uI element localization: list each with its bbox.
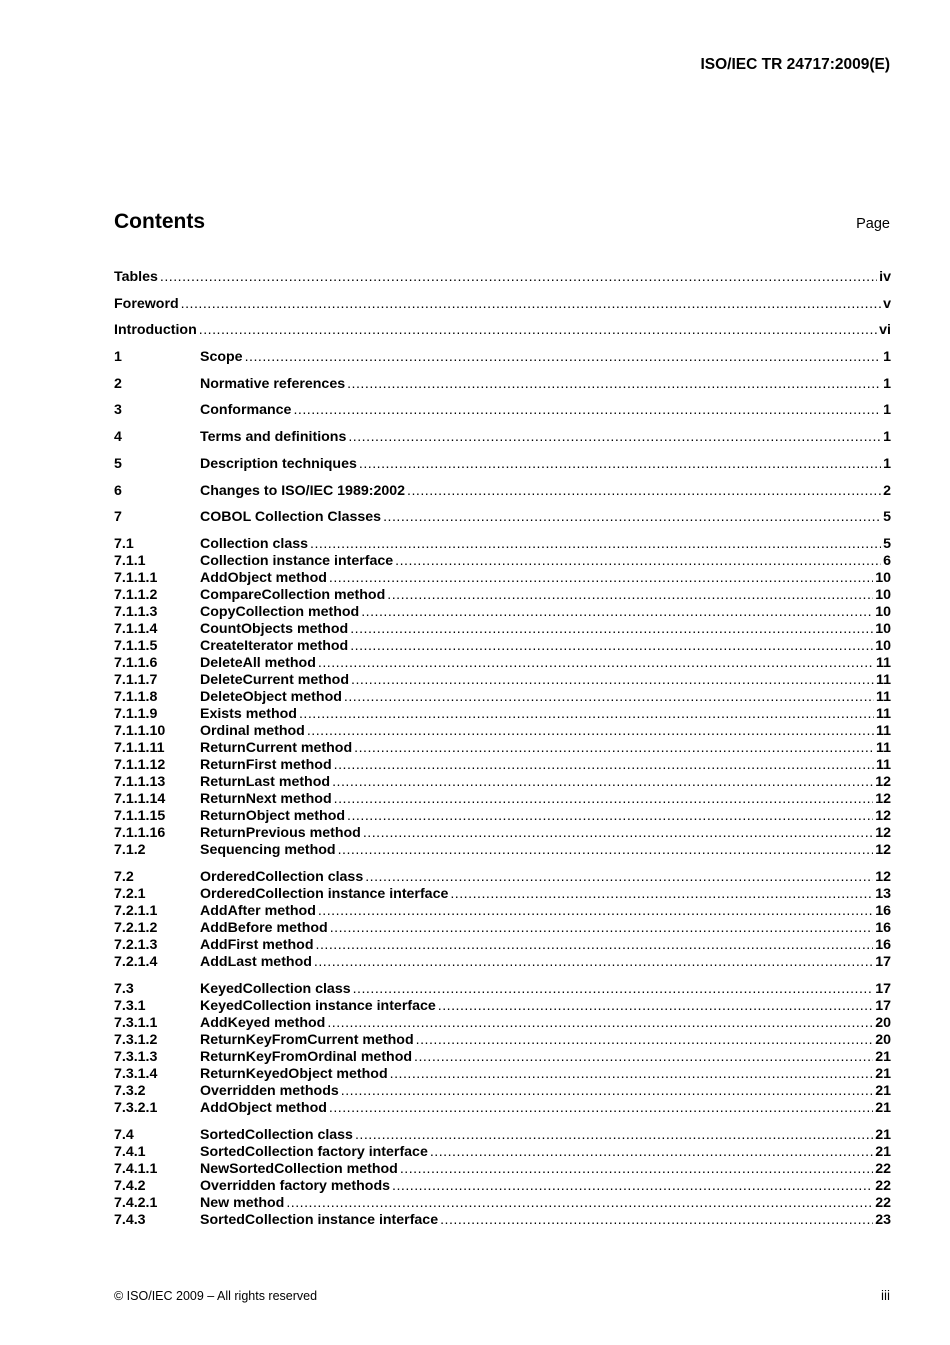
toc-entry-page: 11 — [876, 671, 891, 688]
toc-entry-title: CreateIterator method — [200, 637, 349, 654]
toc-entry-page: 21 — [875, 1048, 891, 1065]
toc-entry-number: 7.3.2.1 — [114, 1099, 158, 1116]
dot-leader — [355, 1127, 873, 1144]
dot-leader — [350, 621, 873, 638]
toc-entry[interactable] — [114, 1144, 891, 1161]
toc-entry-page: 5 — [883, 535, 891, 552]
toc-entry[interactable] — [114, 937, 891, 954]
dot-leader — [414, 1049, 873, 1066]
toc-entry[interactable] — [114, 886, 891, 903]
toc-entry-page: 12 — [875, 824, 891, 841]
toc-entry-title: ReturnObject method — [200, 807, 346, 824]
toc-entry-page: 11 — [876, 756, 891, 773]
toc-entry-number: 7.1.1.3 — [114, 603, 158, 620]
toc-entry-page: iv — [879, 269, 891, 285]
toc-entry-page: 13 — [875, 885, 891, 902]
toc-entry-page: 1 — [883, 375, 891, 392]
toc-entry-page: 10 — [875, 637, 891, 654]
dot-leader — [318, 903, 873, 920]
toc-entry-number: 7.4.1 — [114, 1143, 146, 1160]
toc-entry-number: 7.3 — [114, 980, 134, 997]
toc-entry-number: 7.2.1.2 — [114, 919, 158, 936]
dot-leader — [181, 296, 881, 313]
dot-leader — [330, 920, 874, 937]
toc-entry-title: AddObject method — [200, 1099, 327, 1116]
toc-entry-title: CompareCollection method — [200, 586, 386, 603]
toc-entry-title: OrderedCollection class — [200, 868, 364, 885]
toc-entry-title: ReturnKeyFromOrdinal method — [200, 1048, 413, 1065]
toc-entry[interactable] — [114, 1015, 891, 1032]
copyright-notice: © ISO/IEC 2009 – All rights reserved — [114, 1289, 318, 1303]
dot-leader — [316, 937, 874, 954]
page-number: iii — [881, 1288, 890, 1303]
dot-leader — [416, 1032, 874, 1049]
toc-entry-page: 5 — [883, 509, 891, 526]
dot-leader — [400, 1161, 873, 1178]
toc-entry-page: 6 — [883, 552, 891, 569]
toc-entry-page: 11 — [876, 722, 891, 739]
toc-entry-number: 4 — [114, 429, 122, 446]
toc-entry-page: 22 — [875, 1177, 891, 1194]
toc-entry[interactable] — [114, 296, 891, 323]
toc-entry-page: 16 — [875, 919, 891, 936]
toc-entry-number: 7.3.1.1 — [114, 1014, 158, 1031]
toc-entry-title: CopyCollection method — [200, 603, 360, 620]
toc-entry[interactable] — [114, 869, 891, 886]
dot-leader — [347, 376, 881, 393]
toc-entry-page: 12 — [875, 807, 891, 824]
toc-entry-number: 7.2.1.3 — [114, 936, 158, 953]
toc-entry[interactable] — [114, 483, 891, 510]
dot-leader — [329, 570, 873, 587]
dot-leader — [387, 587, 873, 604]
toc-entry[interactable] — [114, 1178, 891, 1195]
table-of-contents — [114, 269, 891, 1229]
dot-leader — [307, 723, 874, 740]
toc-entry-number: 7.2.1.4 — [114, 953, 158, 970]
toc-entry-number: 7.2.1.1 — [114, 902, 158, 919]
toc-entry[interactable] — [114, 706, 891, 723]
toc-entry[interactable] — [114, 536, 891, 553]
toc-entry[interactable] — [114, 553, 891, 570]
toc-entry-number: 7.3.2 — [114, 1082, 146, 1099]
toc-entry-title: AddKeyed method — [200, 1014, 326, 1031]
toc-entry-page: 1 — [883, 349, 891, 366]
toc-entry[interactable] — [114, 1161, 891, 1178]
dot-leader — [199, 322, 877, 339]
dot-leader — [347, 808, 873, 825]
toc-entry-title: Collection instance interface — [200, 552, 394, 569]
toc-entry[interactable] — [114, 1195, 891, 1212]
toc-entry-number: 7.3.1.3 — [114, 1048, 158, 1065]
toc-entry-page: 11 — [876, 654, 891, 671]
toc-entry-number: 7.3.1 — [114, 997, 146, 1014]
dot-leader — [392, 1178, 873, 1195]
toc-entry-title: Ordinal method — [200, 722, 305, 739]
dot-leader — [334, 791, 874, 808]
dot-leader — [314, 954, 873, 971]
toc-entry[interactable] — [114, 621, 891, 638]
toc-entry-title: Overridden methods — [200, 1082, 339, 1099]
toc-entry-title: Description techniques — [200, 455, 357, 472]
toc-entry-number: 7.1.1.4 — [114, 620, 158, 637]
dot-leader — [390, 1066, 874, 1083]
toc-entry-title: ReturnKeyedObject method — [200, 1065, 388, 1082]
toc-entry-page: 12 — [875, 841, 891, 858]
toc-entry-number: 7.1.1.5 — [114, 637, 158, 654]
toc-entry-page: 11 — [876, 705, 891, 722]
dot-leader — [440, 1212, 873, 1229]
dot-leader — [351, 672, 874, 689]
toc-entry[interactable] — [114, 954, 891, 971]
toc-entry-number: 1 — [114, 349, 122, 366]
toc-entry[interactable] — [114, 825, 891, 842]
dot-leader — [160, 269, 877, 286]
dot-leader — [353, 981, 874, 998]
toc-entry-page: 16 — [875, 936, 891, 953]
toc-entry-title: AddLast method — [200, 953, 312, 970]
toc-entry[interactable] — [114, 672, 891, 689]
toc-entry[interactable] — [114, 1100, 891, 1117]
toc-entry[interactable] — [114, 1066, 891, 1083]
dot-leader — [332, 774, 873, 791]
toc-entry[interactable] — [114, 456, 891, 483]
dot-leader — [430, 1144, 873, 1161]
toc-entry-number: 7.1.1.10 — [114, 722, 166, 739]
dot-leader — [327, 1015, 873, 1032]
toc-entry-title: ReturnKeyFromCurrent method — [200, 1031, 414, 1048]
toc-entry-title: Collection class — [200, 535, 309, 552]
toc-entry-number: 7.2.1 — [114, 885, 146, 902]
dot-leader — [341, 1083, 873, 1100]
toc-entry-title: Terms and definitions — [200, 429, 347, 446]
dot-leader — [383, 509, 881, 526]
toc-entry[interactable] — [114, 322, 891, 349]
toc-entry-number: 7.2 — [114, 868, 134, 885]
toc-entry-number: 7.4.1.1 — [114, 1160, 158, 1177]
toc-entry[interactable] — [114, 570, 891, 587]
toc-entry-title: Normative references — [200, 375, 346, 392]
toc-entry[interactable] — [114, 920, 891, 937]
toc-entry[interactable] — [114, 1049, 891, 1066]
toc-entry-number: 7.4.2.1 — [114, 1194, 158, 1211]
toc-entry-page: 17 — [875, 997, 891, 1014]
toc-entry-title: AddBefore method — [200, 919, 328, 936]
toc-entry-number: 7.1.1.9 — [114, 705, 158, 722]
toc-entry-title: OrderedCollection instance interface — [200, 885, 449, 902]
toc-entry-number: 7.4.3 — [114, 1211, 146, 1228]
toc-entry-number: 3 — [114, 402, 122, 419]
toc-entry-title: SortedCollection factory interface — [200, 1143, 428, 1160]
toc-entry[interactable] — [114, 740, 891, 757]
toc-entry-page: 10 — [875, 569, 891, 586]
toc-entry[interactable] — [114, 1127, 891, 1144]
dot-leader — [344, 689, 874, 706]
dot-leader — [310, 536, 881, 553]
toc-entry-page: 16 — [875, 902, 891, 919]
toc-entry-number: 7.3.1.4 — [114, 1065, 158, 1082]
toc-entry-title: Introduction — [114, 322, 197, 339]
toc-entry[interactable] — [114, 981, 891, 998]
toc-entry[interactable] — [114, 1083, 891, 1100]
toc-entry-title: COBOL Collection Classes — [200, 509, 382, 526]
toc-entry-page: 17 — [875, 953, 891, 970]
dot-leader — [338, 842, 874, 859]
toc-entry-number: 7.1.2 — [114, 841, 146, 858]
dot-leader — [363, 825, 873, 842]
dot-leader — [348, 429, 881, 446]
dot-leader — [438, 998, 873, 1015]
toc-entry-page: v — [883, 295, 891, 312]
toc-entry-number: 6 — [114, 482, 122, 499]
toc-entry-title: Changes to ISO/IEC 1989:2002 — [200, 482, 406, 499]
toc-entry-page: 20 — [875, 1031, 891, 1048]
toc-entry-title: Exists method — [200, 705, 297, 722]
toc-entry[interactable] — [114, 842, 891, 859]
dot-leader — [354, 740, 874, 757]
dot-leader — [318, 655, 874, 672]
toc-entry[interactable] — [114, 376, 891, 403]
toc-entry[interactable] — [114, 689, 891, 706]
toc-entry-page: 20 — [875, 1014, 891, 1031]
toc-entry-title: ReturnLast method — [200, 773, 331, 790]
toc-entry-title: AddFirst method — [200, 936, 314, 953]
dot-leader — [365, 869, 873, 886]
toc-entry[interactable] — [114, 1032, 891, 1049]
page-title: Contents — [114, 210, 205, 233]
toc-entry[interactable] — [114, 757, 891, 774]
toc-entry-title: Tables — [114, 269, 158, 285]
toc-entry-page: 23 — [875, 1211, 891, 1228]
toc-entry-title: DeleteAll method — [200, 654, 316, 671]
toc-entry-page: 21 — [875, 1126, 891, 1143]
toc-entry-page: 10 — [875, 603, 891, 620]
dot-leader — [450, 886, 873, 903]
toc-entry-page: 12 — [875, 773, 891, 790]
toc-entry-title: KeyedCollection class — [200, 980, 351, 997]
toc-entry-number: 5 — [114, 455, 122, 472]
dot-leader — [350, 638, 873, 655]
toc-entry[interactable] — [114, 723, 891, 740]
toc-entry-title: ReturnCurrent method — [200, 739, 353, 756]
toc-entry[interactable] — [114, 808, 891, 825]
toc-entry[interactable] — [114, 774, 891, 791]
toc-entry-page: 22 — [875, 1160, 891, 1177]
toc-entry-number: 7.1.1.7 — [114, 671, 158, 688]
toc-entry-number: 7.1.1.16 — [114, 824, 166, 841]
toc-entry-number: 7.1.1.11 — [114, 739, 165, 756]
toc-entry-title: DeleteCurrent method — [200, 671, 349, 688]
toc-entry[interactable] — [114, 604, 891, 621]
toc-entry-title: New method — [200, 1194, 285, 1211]
toc-entry-title: SortedCollection class — [200, 1126, 353, 1143]
toc-entry[interactable] — [114, 509, 891, 536]
toc-entry-page: 21 — [875, 1065, 891, 1082]
toc-entry-title: Scope — [200, 349, 243, 366]
toc-entry-number: 7.1.1.14 — [114, 790, 166, 807]
toc-entry-title: DeleteObject method — [200, 688, 342, 705]
toc-entry[interactable] — [114, 402, 891, 429]
toc-entry-title: ReturnFirst method — [200, 756, 332, 773]
toc-entry-page: 12 — [875, 790, 891, 807]
toc-entry-page: 22 — [875, 1194, 891, 1211]
toc-entry-title: AddAfter method — [200, 902, 316, 919]
toc-entry-number: 7.1.1.12 — [114, 756, 166, 773]
toc-entry[interactable] — [114, 1212, 891, 1229]
toc-entry[interactable] — [114, 791, 891, 808]
dot-leader — [293, 402, 881, 419]
toc-entry-number: 7.1.1.2 — [114, 586, 158, 603]
toc-entry-page: 11 — [876, 688, 891, 705]
dot-leader — [395, 553, 881, 570]
toc-entry-number: 7.1.1.1 — [114, 569, 158, 586]
toc-entry-page: 12 — [875, 868, 891, 885]
page-column-label: Page — [856, 216, 890, 232]
toc-entry[interactable] — [114, 587, 891, 604]
toc-entry-page: 1 — [883, 429, 891, 446]
toc-entry-title: Foreword — [114, 295, 179, 312]
toc-entry-number: 7 — [114, 509, 122, 526]
toc-entry-page: 1 — [883, 402, 891, 419]
toc-entry[interactable] — [114, 638, 891, 655]
toc-entry[interactable] — [114, 269, 891, 296]
toc-entry-number: 7.1.1 — [114, 552, 146, 569]
toc-entry[interactable] — [114, 903, 891, 920]
toc-entry-number: 7.1.1.15 — [114, 807, 166, 824]
toc-entry-page: 11 — [876, 739, 891, 756]
toc-entry-title: NewSortedCollection method — [200, 1160, 398, 1177]
toc-entry[interactable] — [114, 429, 891, 456]
toc-entry-title: AddObject method — [200, 569, 327, 586]
toc-entry-page: 17 — [875, 980, 891, 997]
toc-entry-page: 10 — [875, 586, 891, 603]
toc-entry-page: vi — [879, 322, 891, 339]
toc-entry-title: CountObjects method — [200, 620, 349, 637]
toc-entry-title: SortedCollection instance interface — [200, 1211, 439, 1228]
toc-entry-number: 7.3.1.2 — [114, 1031, 158, 1048]
document-id: ISO/IEC TR 24717:2009(E) — [700, 56, 890, 73]
toc-entry[interactable] — [114, 655, 891, 672]
dot-leader — [329, 1100, 873, 1117]
toc-entry-page: 21 — [875, 1099, 891, 1116]
toc-entry-number: 7.1.1.13 — [114, 773, 166, 790]
toc-entry-page: 21 — [875, 1143, 891, 1160]
toc-entry[interactable] — [114, 998, 891, 1015]
dot-leader — [286, 1195, 873, 1212]
toc-entry-number: 7.1.1.6 — [114, 654, 158, 671]
dot-leader — [407, 483, 881, 500]
toc-entry-number: 2 — [114, 375, 122, 392]
toc-entry-page: 10 — [875, 620, 891, 637]
toc-entry-title: ReturnPrevious method — [200, 824, 361, 841]
toc-entry-number: 7.1 — [114, 535, 134, 552]
dot-leader — [299, 706, 874, 723]
toc-entry-page: 1 — [883, 455, 891, 472]
toc-entry-number: 7.4 — [114, 1126, 134, 1143]
toc-entry-title: KeyedCollection instance interface — [200, 997, 436, 1014]
toc-entry-title: Conformance — [200, 402, 292, 419]
dot-leader — [359, 456, 881, 473]
toc-entry-number: 7.4.2 — [114, 1177, 146, 1194]
dot-leader — [334, 757, 874, 774]
toc-entry-title: ReturnNext method — [200, 790, 332, 807]
toc-entry-title: Overridden factory methods — [200, 1177, 391, 1194]
toc-entry-page: 21 — [875, 1082, 891, 1099]
dot-leader — [245, 349, 882, 366]
toc-entry-number: 7.1.1.8 — [114, 688, 158, 705]
toc-entry-page: 2 — [883, 482, 891, 499]
toc-entry-title: Sequencing method — [200, 841, 336, 858]
toc-entry[interactable] — [114, 349, 891, 376]
dot-leader — [361, 604, 873, 621]
